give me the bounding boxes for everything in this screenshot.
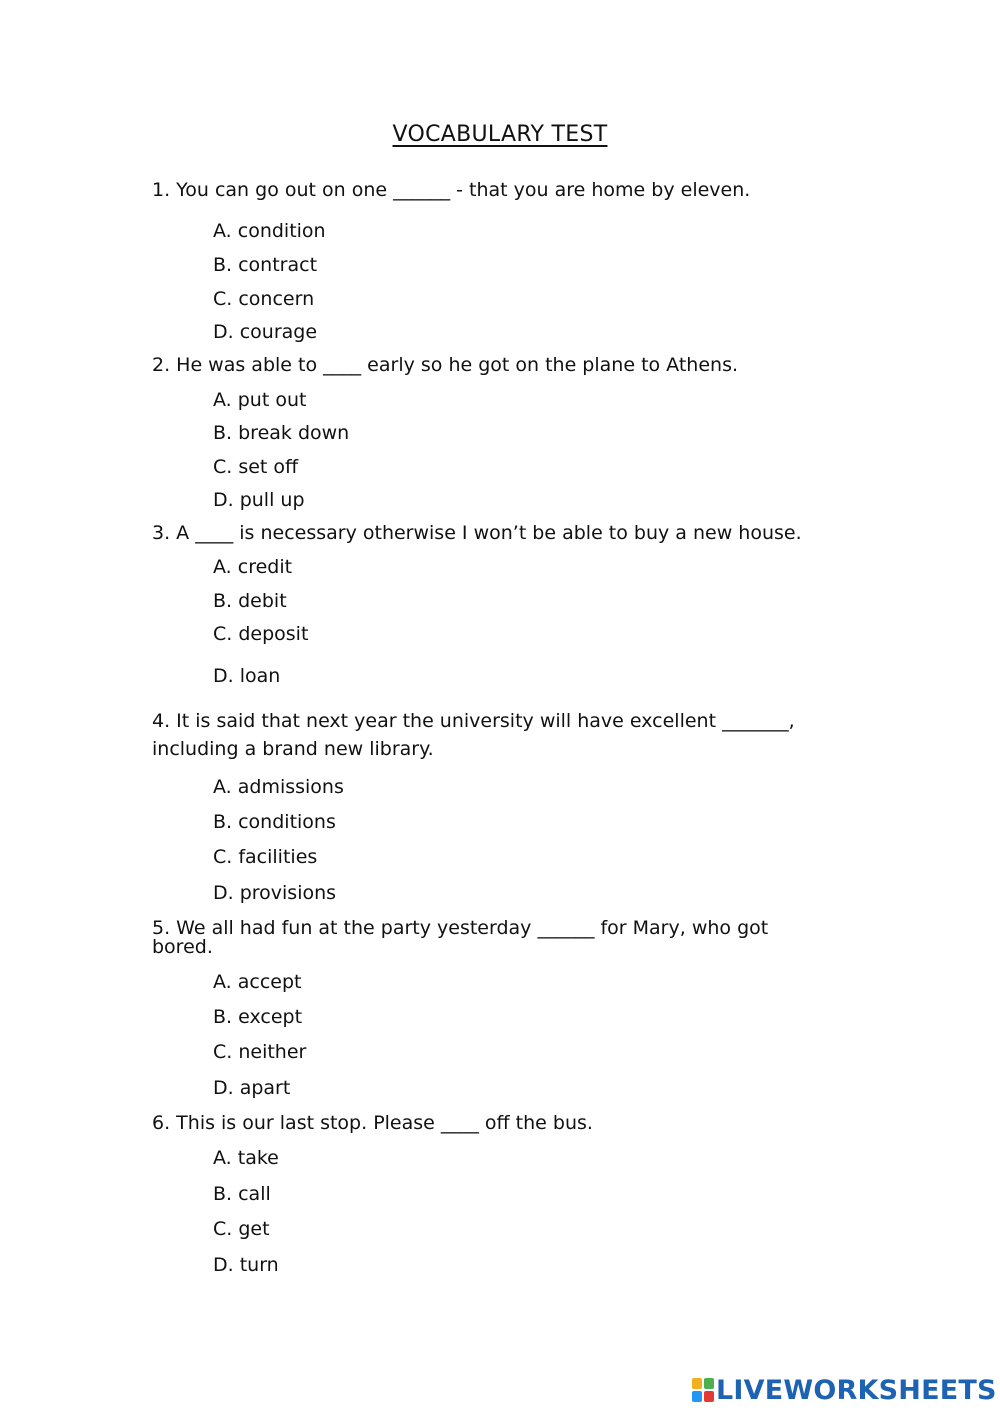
q6-option-a[interactable]: A. take — [213, 1147, 279, 1169]
q1-option-a[interactable]: A. condition — [213, 220, 326, 242]
logo-square-3 — [692, 1391, 702, 1402]
q5-option-d[interactable]: D. apart — [213, 1077, 291, 1099]
q6-option-c[interactable]: C. get — [213, 1218, 270, 1240]
q4-option-d[interactable]: D. provisions — [213, 882, 337, 904]
q3-option-c[interactable]: C. deposit — [213, 623, 309, 645]
q4-option-c[interactable]: C. facilities — [213, 846, 318, 868]
question-4: 4. It is said that next year the university will have excellent _______, including a brand new library. — [152, 710, 801, 760]
question-2: 2. He was able to ____ early so he got on the plane to Athens. — [152, 354, 739, 376]
page-title-text: VOCABULARY TEST — [392, 122, 608, 147]
page-title — [0, 122, 1000, 147]
q2-option-c[interactable]: C. set off — [213, 456, 299, 478]
question-5: 5. We all had fun at the party yesterday ______ for Mary, who got bored. — [152, 917, 775, 958]
q3-option-d[interactable]: D. loan — [213, 665, 281, 687]
q1-option-b[interactable]: B. contract — [213, 254, 318, 276]
q6-option-d[interactable]: D. turn — [213, 1254, 279, 1276]
liveworksheets-logo-text: LIVEWORKSHEETS — [716, 1374, 997, 1406]
q2-option-a[interactable]: A. put out — [213, 389, 307, 411]
q5-option-c[interactable]: C. neither — [213, 1041, 307, 1063]
liveworksheets-logo-icon — [692, 1378, 714, 1402]
question-6: 6. This is our last stop. Please ____ off the bus. — [152, 1112, 593, 1134]
q1-option-d[interactable]: D. courage — [213, 321, 318, 343]
question-3: 3. A ____ is necessary otherwise I won’t be able to buy a new house. — [152, 522, 802, 544]
q6-option-b[interactable]: B. call — [213, 1183, 271, 1205]
liveworksheets-logo — [692, 1373, 997, 1407]
logo-square-1 — [692, 1378, 702, 1389]
q4-option-a[interactable]: A. admissions — [213, 776, 344, 798]
q5-option-a[interactable]: A. accept — [213, 971, 302, 993]
q3-option-b[interactable]: B. debit — [213, 590, 287, 612]
q2-option-b[interactable]: B. break down — [213, 422, 350, 444]
logo-square-2 — [704, 1378, 714, 1389]
q5-option-b[interactable]: B. except — [213, 1006, 303, 1028]
q1-option-c[interactable]: C. concern — [213, 288, 315, 310]
q4-option-b[interactable]: B. conditions — [213, 811, 336, 833]
question-1: 1. You can go out on one ______ - that you are home by eleven. — [152, 179, 751, 201]
q2-option-d[interactable]: D. pull up — [213, 489, 305, 511]
logo-square-4 — [704, 1391, 714, 1402]
q3-option-a[interactable]: A. credit — [213, 556, 293, 578]
